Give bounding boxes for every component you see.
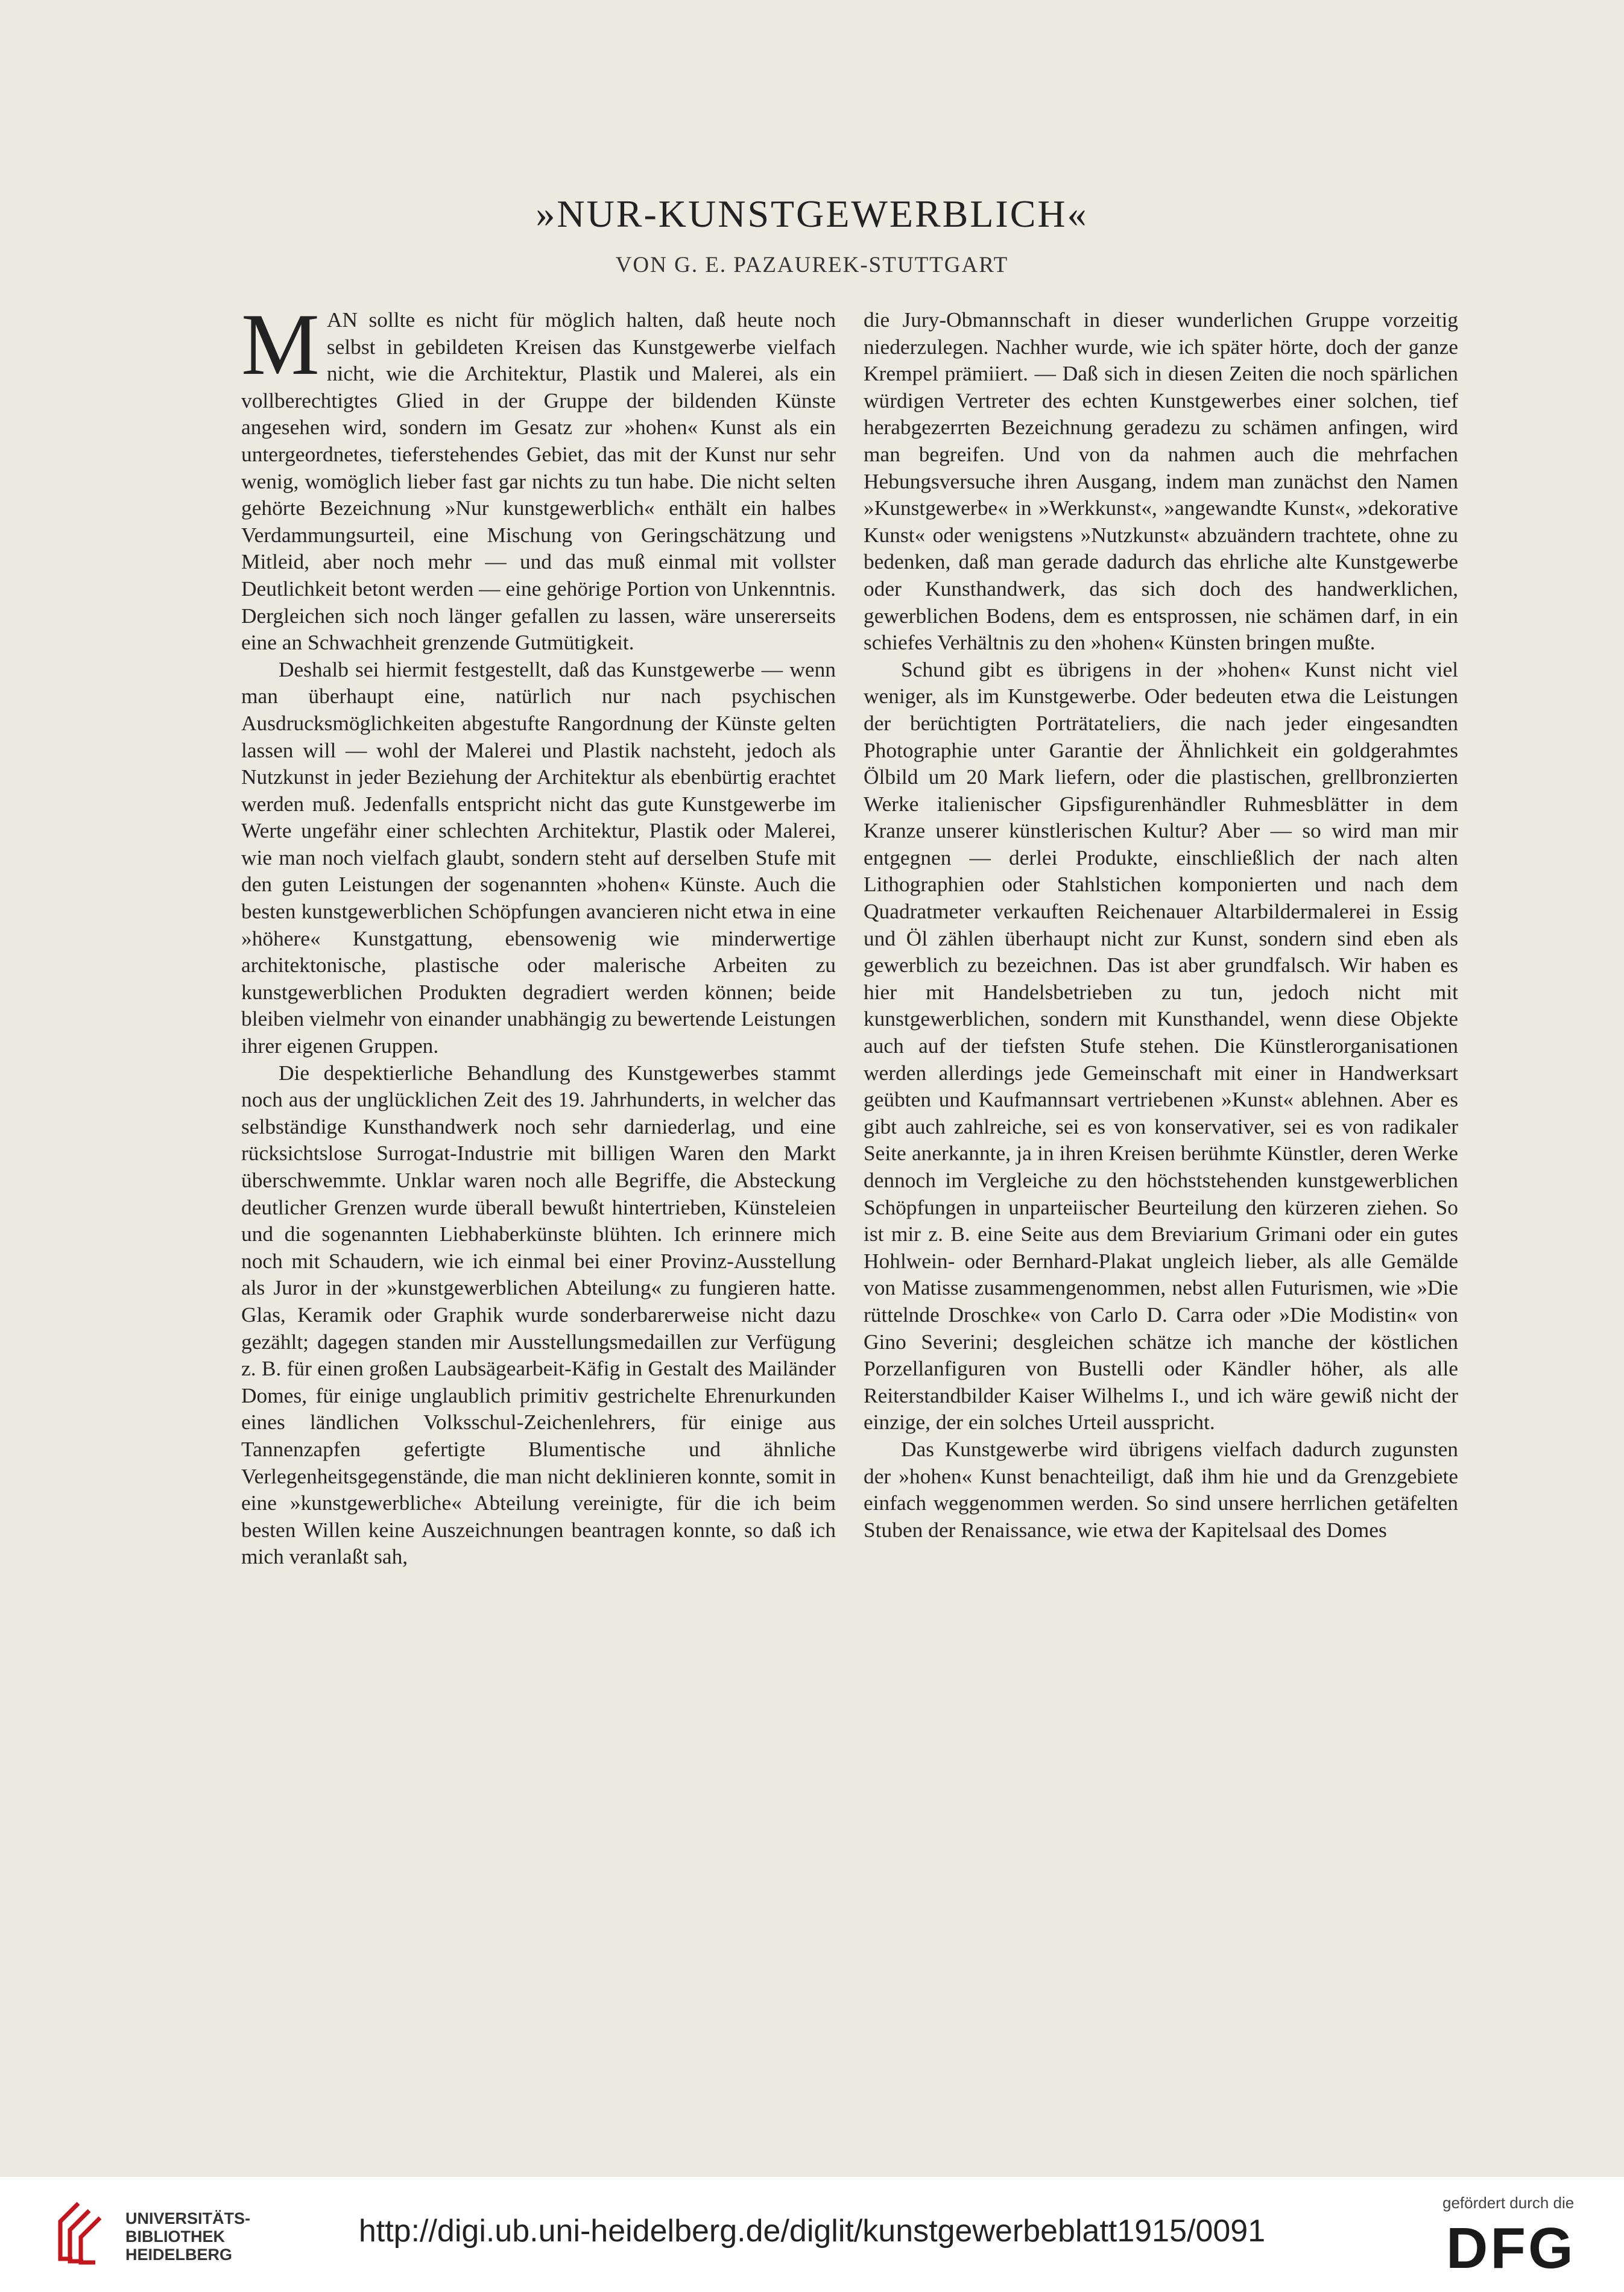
drop-cap: M (241, 295, 320, 393)
footer-bar (0, 2177, 1624, 2292)
library-name-line: UNIVERSITÄTS- (125, 2209, 251, 2227)
library-name-line: BIBLIOTHEK (125, 2227, 225, 2246)
article-author: VON G. E. PAZAUREK-STUTTGART (615, 253, 1009, 277)
article-title: »NUR-KUNSTGEWERBLICH« (536, 192, 1088, 235)
paragraph: Schund gibt es übrigens in der »hohen« Kunst nicht viel weniger, als im Kunstgewerbe. Oder bedeuten etwa die Leistungen der berüchtigten Porträtateliers, die nach jeder eingesandten Photographie unter Garantie der Ähnlichkeit ein goldgerahmtes Ölbild um 20 Mark liefern, oder die plastischen, grellbronzierten Werke italienischer Gipsfigurenhändler Ruhmesblätter in dem Kranze unserer künstlerischen Kultur? Aber — so wird man mir entgegnen — derlei Produkte, einschließlich der nach alten Lithographien oder Stahlstichen komponierten und nach dem Quadratmeter verkauften Reichenauer Altarbildermalerei in Essig und Öl zählen überhaupt nicht zur Kunst, sondern sind eben als gewerblich zu bezeichnen. Das ist aber grundfalsch. Wir haben es hier mit Handelsbetrieben zu tun, jedoch nicht mit kunstgewerblichen, sondern mit Kunsthandel, wenn diese Objekte auch auf der tiefsten Stufe stehen. Die Künstlerorganisationen werden allerdings jede Gemeinschaft mit einer in Handwerksart geübten und Kaufmannsart vertriebenen »Kunst« ablehnen. Aber es gibt auch zahlreiche, sei es von konservativer, sei es von radikaler Seite anerkannte, ja in ihren Kreisen berühmte Künstler, deren Werke dennoch im Vergleiche zu den höchststehenden kunstgewerblichen Schöpfungen in unparteiischer Beurteilung den kürzeren ziehen. So ist mir z. B. eine Seite aus dem Breviarium Grimani oder ein gutes Hohlwein- oder Bernhard-Plakat ungleich lieber, als alle Gemälde von Matisse zusammengenommen, nebst allen Futurismen, wie »Die rüttelnde Droschke« von Carlo D. Carra oder »Die Modistin« von Gino Severini; desgleichen schätze ich manche der köstlichen Porzellanfiguren von Bustelli oder Kändler höher, als alle Reiterstandbilder Kaiser Wilhelms I., und ich wäre gewiß nicht der einzige, der ein solches Urteil ausspricht. (864, 657, 1458, 1435)
text-column-right (864, 306, 1458, 1543)
paragraph (241, 295, 836, 656)
paragraph: Die despektierliche Behandlung des Kunstgewerbes stammt noch aus der unglücklichen Zeit des 19. Jahrhunderts, in welcher das selbständige Kunsthandwerk noch sehr darniederlag, und eine rücksichtslose Surrogat-Industrie mit billigen Waren den Markt überschwemmte. Unklar waren noch alle Begriffe, die Absteckung deutlicher Grenzen wurde überall bewußt hintertrieben, Künsteleien und die sogenannten Liebhaberkünste blühten. Ich erinnere mich noch mit Schaudern, wie ich einmal bei einer Provinz-Ausstellung als Juror in der »kunstgewerblichen Abteilung« zu fungieren hatte. Glas, Keramik oder Graphik wurde sonderbarerweise nicht dazu gezählt; dagegen standen mir Ausstellungsmedaillen zur Verfügung z. B. für einen großen Laubsägearbeit-Käfig in Gestalt des Mailänder Domes, für einige unglaublich primitiv gestrichelte Ehrenurkunden eines ländlichen Volksschul-Zeichenlehrers, für einige aus Tannenzapfen gefertigte Blumentische und ähnliche Verlegenheitsgegenstände, die man nicht deklinieren konnte, somit in eine »kunstgewerbliche« Abteilung vereinigte, für die ich beim besten Willen keine Auszeichnungen beantragen konnte, so daß ich mich veranlaßt sah, (241, 1060, 836, 1569)
dfg-logo: DFG (1446, 2216, 1576, 2281)
paragraph-text: AN sollte es nicht für möglich halten, daß heute noch selbst in gebildeten Kreisen das Kunstgewerbe vielfach nicht, wie die Architektur, Plastik und Malerei, als ein vollberechtigtes Glied in der Gruppe der bildenden Künste angesehen wird, sondern im Gesatz zur »hohen« Kunst als ein untergeordnetes, tieferstehendes Gebiet, das mit der Kunst nur sehr wenig, womöglich lieber fast gar nichts zu tun habe. Die nicht selten gehörte Bezeichnung »Nur kunstgewerblich« enthält ein halbes Verdammungsurteil, eine Mischung von Geringschätzung und Mitleid, aber noch mehr — und das muß einmal mit vollster Deutlichkeit betont werden — eine gehörige Portion von Unkenntnis. Dergleichen sich noch länger gefallen zu lassen, wäre unsererseits eine an Schwachheit grenzende Gutmütigkeit. (241, 308, 836, 655)
paragraph: Deshalb sei hiermit festgestellt, daß das Kunstgewerbe — wenn man überhaupt eine, natürlich nur nach psychischen Ausdrucksmöglichkeiten abgestufte Rangordnung der Künste gelten lassen will — wohl der Malerei und Plastik nachsteht, jedoch als Nutzkunst in jeder Beziehung der Architektur als ebenbürtig erachtet werden muß. Jedenfalls entspricht nicht das gute Kunstgewerbe im Werte ungefähr einer schlechten Architektur, Plastik oder Malerei, wie man noch vielfach glaubt, sondern steht auf derselben Stufe mit den guten Leistungen der sogenannten »hohen« Künste. Auch die besten kunstgewerblichen Schöpfungen avancieren nicht etwa in eine »höhere« Kunstgattung, ebensowenig wie minderwertige architektonische, plastische oder malerische Arbeiten zu kunstgewerblichen Produkten degradiert werden können; beide bleiben vielmehr von einander unabhängig zu bewertende Leistungen ihrer eigenen Gruppen. (241, 657, 836, 1058)
paragraph: die Jury-Obmannschaft in dieser wunderlichen Gruppe vorzeitig niederzulegen. Nachher wurde, wie ich später hörte, doch der ganze Krempel prämiiert. — Daß sich in diesen Zeiten die noch spärlichen würdigen Vertreter des echten Kunstgewerbes einer solchen, tief herabgezerrten Bezeichnung geradezu zu schämen anfingen, wird man begreifen. Und von da nahmen auch die mehrfachen Hebungsversuche ihren Ausgang, indem man zunächst den Namen »Kunstgewerbe« in »Werkkunst«, »angewandte Kunst«, »dekorative Kunst« oder wenigstens »Nutzkunst« abzuändern trachtete, ohne zu bedenken, daß man gerade dadurch das ehrliche alte Kunstgewerbe oder Kunsthandwerk, das sich doch des handwerklichen, gewerblichen Bodens, dem es entsprossen, nie schämen darf, in ein schiefes Verhältnis zu den »hohen« Künsten bringen mußte. (864, 308, 1458, 655)
source-url-link[interactable]: http://digi.ub.uni-heidelberg.de/diglit/kunstgewerbeblatt1915/0091 (358, 2214, 1266, 2249)
library-name-line: HEIDELBERG (125, 2246, 233, 2264)
funded-by-label: gefördert durch die (1442, 2194, 1575, 2212)
paragraph: Das Kunstgewerbe wird übrigens vielfach dadurch zugunsten der »hohen« Kunst benachteiligt, daß ihm hie und da Grenzgebiete einfach weggenommen werden. So sind unsere herrlichen getäfelten Stuben der Renaissance, wie etwa der Kapitelsaal des Domes (864, 1436, 1458, 1542)
text-column-left (241, 295, 836, 1570)
